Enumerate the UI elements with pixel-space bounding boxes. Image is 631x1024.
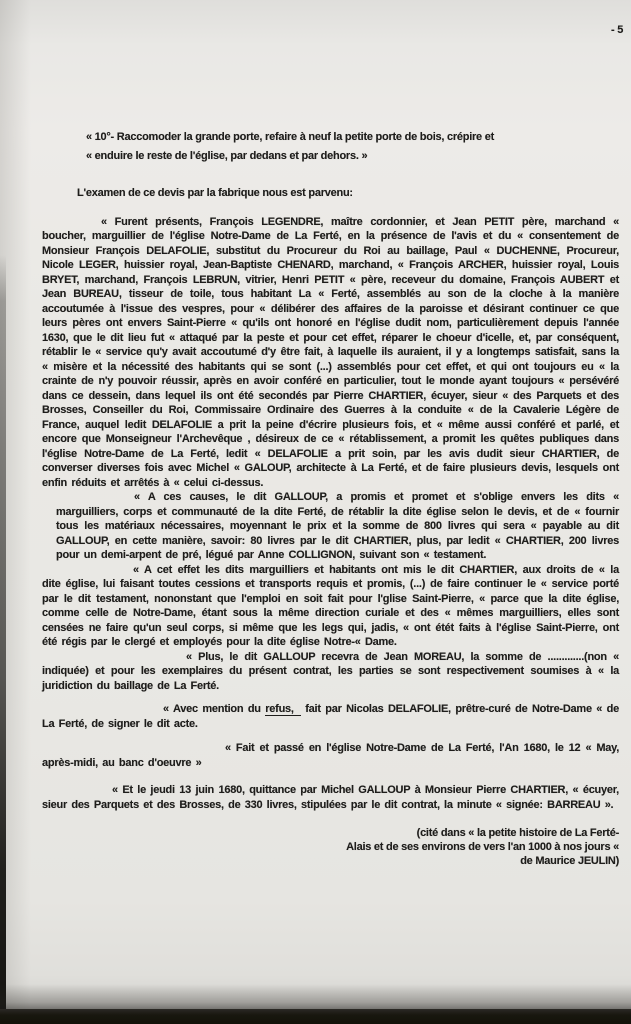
paragraph-a-ces-causes: « A ces causes, le dit GALLOUP, a promis et promet et s'oblige envers les dits « marguilliers, corps et communauté de la dite Ferté, de rétablir la dite église selon le devis, et de « fournir tous les matériaux nécessaires, moyennant le prix et la somme de 800 livres qui sera « payable au dit GALLOUP, en cette manière, savoir: 80 livres par le dit CHARTIER, plus, par ledit « CHARTIER, 200 livres pour un demi-arpent de pré, légué par Anne COLLIGNON, suivant son « testament. xyxy=(56,491,619,561)
paragraph-avec-mention-du-refus: « Avec mention du refus, fait par Nicolas DELAFOLIE, prêtre-curé de Notre-Dame « de La Ferté, de signer le dit acte. xyxy=(42,703,620,730)
text-line: « 10°- Raccomoder la grande porte, refaire à neuf la petite porte de bois, crépire et xyxy=(86,131,495,143)
paragraph-a-cet-effet: « A cet effet les dits marguilliers et habitants ont mis le dit CHARTIER, aux droits de « la dite église, lui faisant toutes cessions et transports requis et promis, (...) de faire continuer le « service porté par le dit testament, nononstant que l'emploi en soit fait pour l'glise Saint-Pierre, « parce que la dite église, comme celle de Notre-Dame, étant sous la même direction curiale et des « mêmes marguilliers, elles sont censées ne faire qu'un seul corps, si même que les legs qui, jadis, « ont étét faits à l'église Saint-Pierre, ont été régis par le clergé et employés pour la dite église Notre-« Dame. xyxy=(42,563,619,648)
text-line: (cité dans « la petite histoire de La Ferté- xyxy=(416,827,619,839)
scan-binding-edge xyxy=(0,255,6,1024)
paragraph-plus-galloup-moreau: « Plus, le dit GALLOUP recevra de Jean MOREAU, la somme de .............(non « indiquée) et pour les exemplaires du présent contrat, les parties se sont respectivement soumises à « la juridiction du baillage de La Ferté. xyxy=(42,650,619,692)
citation-block xyxy=(42,826,619,869)
scan-bottom-edge xyxy=(0,1009,631,1024)
intro-line: L'examen de ce devis par la fabrique nous est parvenu: xyxy=(77,187,353,199)
paragraph-fait-et-passe: « Fait et passé en l'église Notre-Dame de La Ferté, l'An 1680, le 12 « May, après-midi, au banc d'oeuvre » xyxy=(42,742,619,769)
page-number: - 5 xyxy=(611,24,624,36)
paragraph-furent-presents: « Furent présents, François LEGENDRE, maître cordonnier, et Jean PETIT père, marchand « boucher, marguillier de l'église Notre-Dame de La Ferté, en la présence de l'avis et du « consentement de Monsieur François DELAFOLIE, substitut du Procureur du Roi au baillage, Paul « DUCHENNE, Procureur, Nicole LEGER, huissier royal, Jean-Baptiste CHENARD, marchand, « François ARCHER, huissier royal, Louis BRYET, marchand, François LEBRUN, vitrier, Henri PETIT « père, receveur du domaine, François AUBERT et Jean BUREAU, tisseur de toile, tous habitant La « Ferté, assemblés au son de la cloche à la manière accoutumée à l'issue des vespres, pour « délibérer des affaires de la paroisse et désirant continuer ce que leurs pères ont envers Saint-Pierre « qu'ils ont honoré en l'église dudit nom, particulièrement depuis l'année 1630, que le dit lieu fut « attaqué par la peste et pour cet effet, réparer le choeur d'icelle, et, par conséquent, rétablir le « service qu'y avait accoutumé d'y être fait, à laquelle ils auraient, il y a longtemps satisfait, sans la « misère et la nécessité des habitants qui se sont (...) assemblés pour cet effet, et qui ont toujours eu « la crainte de n'y pouvoir réussir, après en avoir conféré en particulier, tout le monde ayant toujours « persévéré dans ce dessein, dans lequel ils ont été secondés par Pierre CHARTIER, écuyer, sieur « des Parquets et des Brosses, Conseiller du Roi, Commissaire Ordinaire des Guerres à la conduite « de la Cavalerie Légère de France, auquel ledit DELAFOLIE a prit la peine d'écrire plusieurs fois, et « même aussi conféré et parlé, et encore que Monseigneur l'Archevêque , désireux de ce « rétablissement, a promit les quêtes publiques dans l'église Notre-Dame de La Ferté, ledit « DELAFOLIE a prit soin, par les avis dudit sieur CHARTIER, de converser diverses fois avec Michel « GALOUP, architecte à La Ferté, et de faire plusieurs devis, lesquels ont enfin réduits et arrêtés à « celui ci-dessus. xyxy=(42,215,619,489)
scan-bottom-shadow xyxy=(0,984,631,1010)
text-line: « enduire le reste de l'église, par dedans et par dehors. » xyxy=(86,149,368,162)
paragraph-et-le-jeudi: « Et le jeudi 13 juin 1680, quittance par Michel GALLOUP à Monsieur Pierre CHARTIER, « écuyer, sieur des Parquets et des Brosses, de 330 livres, stipulées par le dit contrat, la minute « signée: BARREAU ». xyxy=(42,784,619,811)
underlined-word: refus, xyxy=(265,703,300,716)
text-line: Alais et de ses environs de vers l'an 1000 à nos jours « xyxy=(346,841,619,854)
document-column xyxy=(42,128,619,869)
contract-paragraphs xyxy=(42,215,619,813)
text-line: de Maurice JEULIN) xyxy=(520,855,619,868)
opening-quote-block xyxy=(42,128,619,165)
